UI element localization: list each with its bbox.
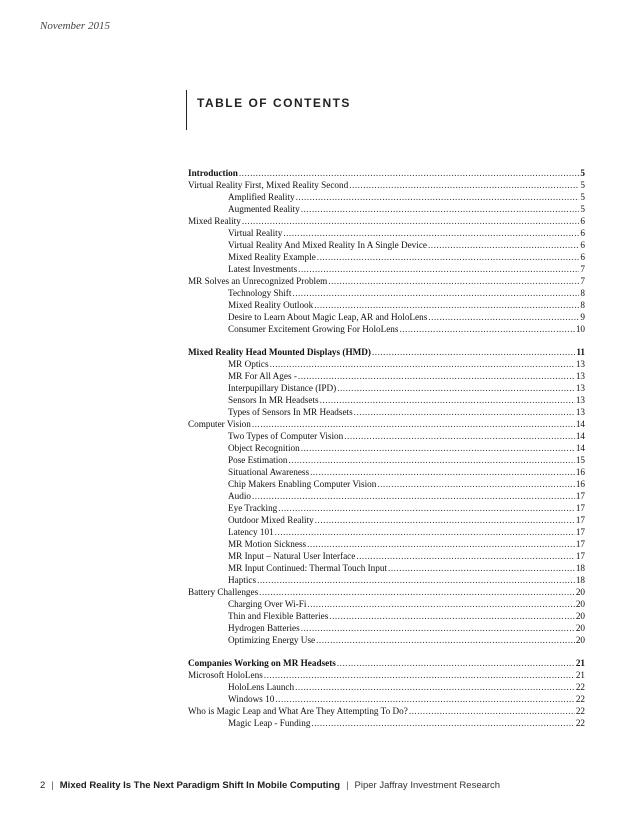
toc-leader-dots (275, 526, 575, 538)
toc-leader-dots (298, 263, 579, 275)
toc-entry-title: Mixed Reality Outlook (228, 300, 314, 310)
toc-entry-title: MR Input Continued: Thermal Touch Input (228, 563, 388, 573)
toc-entry-page: 6 (580, 228, 585, 238)
toc-leader-dots (295, 681, 575, 693)
toc-entry-page: 13 (575, 383, 585, 393)
toc-leader-dots (252, 418, 575, 430)
toc-leader-dots (307, 598, 574, 610)
toc-entry[interactable] (188, 323, 585, 335)
toc-entry-title: Pose Estimation (228, 455, 288, 465)
toc-leader-dots (298, 370, 575, 382)
toc-entry-page: 20 (575, 599, 585, 609)
page-number: 2 (40, 780, 46, 791)
toc-leader-dots (428, 239, 579, 251)
toc-entry-title: Companies Working on MR Headsets (188, 658, 336, 668)
toc-leader-dots (328, 275, 579, 287)
toc-leader-dots (275, 693, 574, 705)
toc-entry-title: Optimizing Energy Use (228, 635, 316, 645)
toc-entry-page: 7 (580, 276, 585, 286)
toc-entry-title: Chip Makers Enabling Computer Vision (228, 479, 377, 489)
report-date: November 2015 (40, 20, 110, 32)
page-footer (40, 780, 500, 791)
toc-entry[interactable] (188, 478, 585, 490)
toc-leader-dots (270, 358, 575, 370)
toc-entry[interactable] (188, 251, 585, 263)
toc-entry-page: 17 (575, 515, 585, 525)
toc-entry-page: 6 (580, 252, 585, 262)
toc-entry-title: Windows 10 (228, 694, 275, 704)
toc-entry-page: 8 (580, 288, 585, 298)
toc-entry[interactable] (188, 418, 585, 430)
toc-entry-page: 21 (575, 670, 585, 680)
toc-entry-page: 17 (575, 527, 585, 537)
toc-entry-title: Latest Investments (228, 264, 298, 274)
toc-heading-block (186, 90, 351, 130)
toc-entry[interactable] (188, 466, 585, 478)
toc-entry[interactable] (188, 717, 585, 729)
toc-entry[interactable] (188, 299, 585, 311)
toc-entry-title: MR For All Ages - (228, 371, 297, 381)
toc-leader-dots (242, 215, 580, 227)
toc-entry-title: MR Solves an Unrecognized Problem (188, 276, 328, 286)
toc-entry-title: Interpupillary Distance (IPD) (228, 383, 337, 393)
toc-entry-page: 16 (575, 479, 585, 489)
toc-entry-page: 22 (575, 694, 585, 704)
toc-entry-page: 21 (575, 658, 585, 668)
toc-entry-title: MR Input – Natural User Interface (228, 551, 356, 561)
toc-entry[interactable] (188, 406, 585, 418)
toc-entry-title: Charging Over Wi-Fi (228, 599, 307, 609)
toc-entry-title: Battery Challenges (188, 587, 259, 597)
toc-entry[interactable] (188, 394, 585, 406)
toc-entry-title: Object Recognition (228, 443, 300, 453)
toc-entry-page: 9 (580, 312, 585, 322)
toc-entry-page: 18 (575, 575, 585, 585)
toc-entry-page: 11 (576, 347, 585, 357)
footer-report-title: Mixed Reality Is The Next Paradigm Shift In Mobile Computing (59, 780, 341, 791)
toc-leader-dots (311, 717, 574, 729)
toc-leader-dots (399, 323, 574, 335)
toc-entry-title: Computer Vision (188, 419, 251, 429)
toc-leader-dots (409, 705, 575, 717)
toc-leader-dots (337, 382, 575, 394)
toc-entry[interactable] (188, 454, 585, 466)
toc-entry-title: Introduction (188, 168, 238, 178)
toc-entry-page: 22 (575, 706, 585, 716)
toc-entry-title: Augmented Reality (228, 204, 300, 214)
toc-leader-dots (329, 610, 575, 622)
toc-entry-page: 20 (575, 623, 585, 633)
toc-entry-title: Amplified Reality (228, 192, 295, 202)
toc-leader-dots (283, 227, 579, 239)
toc-entry[interactable] (188, 574, 585, 586)
toc-entry[interactable] (188, 239, 585, 251)
toc-leader-dots (388, 562, 575, 574)
toc-entry-title: Who is Magic Leap and What Are They Attempting To Do? (188, 706, 408, 716)
toc-entry[interactable] (188, 275, 585, 287)
toc-entry-page: 14 (575, 443, 585, 453)
toc-entry[interactable] (188, 263, 585, 275)
toc-entry[interactable] (188, 610, 585, 622)
toc-entry[interactable] (188, 179, 585, 191)
toc-leader-dots (264, 669, 575, 681)
toc-entry[interactable] (188, 215, 585, 227)
toc-entry-title: Hydrogen Batteries (228, 623, 300, 633)
toc-entry-title: Eye Tracking (228, 503, 278, 513)
toc-entry-title: Sensors In MR Headsets (228, 395, 319, 405)
toc-entry-title: Situational Awareness (228, 467, 310, 477)
toc-entry-title: Haptics (228, 575, 257, 585)
toc-leader-dots (356, 550, 575, 562)
toc-entry-page: 20 (575, 587, 585, 597)
toc-leader-dots (337, 657, 575, 669)
toc-entry-title: Types of Sensors In MR Headsets (228, 407, 353, 417)
toc-entry-title: Technology Shift (228, 288, 292, 298)
toc-entry-title: Latency 101 (228, 527, 274, 537)
toc-entry[interactable] (188, 227, 585, 239)
toc-entry-title: Thin and Flexible Batteries (228, 611, 329, 621)
toc-entry-title: Virtual Reality First, Mixed Reality Second (188, 180, 349, 190)
toc-entry[interactable] (188, 538, 585, 550)
toc-leader-dots (301, 622, 575, 634)
toc-entry-title: MR Optics (228, 359, 269, 369)
toc-entry-title: Audio (228, 491, 251, 501)
toc-entry-page: 13 (575, 407, 585, 417)
toc-entry[interactable] (188, 705, 585, 717)
toc-entry-page: 5 (580, 204, 585, 214)
toc-entry-title: HoloLens Launch (228, 682, 295, 692)
toc-leader-dots (307, 538, 575, 550)
toc-entry[interactable] (188, 526, 585, 538)
table-of-contents (188, 167, 585, 729)
toc-entry-title: Virtual Reality (228, 228, 283, 238)
toc-leader-dots (314, 299, 579, 311)
toc-entry[interactable] (188, 346, 585, 358)
toc-entry-page: 13 (575, 371, 585, 381)
toc-leader-dots (278, 502, 575, 514)
toc-title: TABLE OF CONTENTS (197, 96, 351, 110)
toc-entry[interactable] (188, 550, 585, 562)
toc-leader-dots (301, 203, 580, 215)
toc-leader-dots (292, 287, 579, 299)
toc-entry[interactable] (188, 657, 585, 669)
toc-entry[interactable] (188, 562, 585, 574)
toc-entry[interactable] (188, 634, 585, 646)
toc-entry-page: 22 (575, 682, 585, 692)
footer-separator: | (51, 780, 54, 791)
toc-entry[interactable] (188, 287, 585, 299)
toc-leader-dots (252, 490, 575, 502)
toc-entry[interactable] (188, 514, 585, 526)
toc-entry-page: 20 (575, 611, 585, 621)
toc-entry[interactable] (188, 167, 585, 179)
toc-entry-page: 5 (580, 168, 585, 178)
toc-entry-page: 20 (575, 635, 585, 645)
toc-entry[interactable] (188, 586, 585, 598)
toc-entry-title: Mixed Reality (188, 216, 241, 226)
toc-leader-dots (239, 167, 580, 179)
toc-entry-page: 10 (575, 324, 585, 334)
toc-leader-dots (317, 251, 580, 263)
toc-leader-dots (354, 406, 575, 418)
toc-entry-page: 14 (575, 419, 585, 429)
toc-entry-page: 6 (580, 240, 585, 250)
toc-entry-page: 16 (575, 467, 585, 477)
toc-leader-dots (377, 478, 575, 490)
toc-entry-page: 6 (580, 216, 585, 226)
toc-entry-title: Magic Leap - Funding (228, 718, 311, 728)
toc-entry[interactable] (188, 622, 585, 634)
toc-leader-dots (301, 442, 575, 454)
toc-entry[interactable] (188, 669, 585, 681)
toc-leader-dots (288, 454, 574, 466)
toc-entry[interactable] (188, 370, 585, 382)
toc-entry-title: Microsoft HoloLens (188, 670, 263, 680)
toc-entry[interactable] (188, 598, 585, 610)
toc-entry[interactable] (188, 442, 585, 454)
toc-leader-dots (349, 179, 579, 191)
toc-leader-dots (259, 586, 575, 598)
toc-entry[interactable] (188, 311, 585, 323)
footer-firm: Piper Jaffray Investment Research (354, 780, 501, 791)
toc-entry-title: Consumer Excitement Growing For HoloLens (228, 324, 399, 334)
toc-leader-dots (316, 634, 575, 646)
toc-entry-page: 17 (575, 503, 585, 513)
toc-entry[interactable] (188, 203, 585, 215)
toc-entry-page: 13 (575, 359, 585, 369)
toc-entry-title: Desire to Learn About Magic Leap, AR and HoloLens (228, 312, 428, 322)
toc-entry[interactable] (188, 490, 585, 502)
toc-entry-page: 17 (575, 551, 585, 561)
toc-entry[interactable] (188, 693, 585, 705)
toc-entry-title: Mixed Reality Head Mounted Displays (HMD) (188, 347, 371, 357)
toc-entry-page: 17 (575, 491, 585, 501)
toc-leader-dots (320, 394, 575, 406)
toc-entry-title: Mixed Reality Example (228, 252, 316, 262)
toc-entry-title: Virtual Reality And Mixed Reality In A Single Device (228, 240, 427, 250)
toc-leader-dots (372, 346, 575, 358)
footer-separator: | (346, 780, 349, 791)
toc-entry-page: 14 (575, 431, 585, 441)
toc-entry-page: 8 (580, 300, 585, 310)
toc-leader-dots (310, 466, 575, 478)
toc-entry-page: 5 (580, 192, 585, 202)
toc-entry-page: 7 (580, 264, 585, 274)
toc-entry-page: 15 (575, 455, 585, 465)
toc-entry-page: 22 (575, 718, 585, 728)
toc-entry-title: Two Types of Computer Vision (228, 431, 344, 441)
toc-entry[interactable] (188, 430, 585, 442)
toc-entry-page: 5 (580, 180, 585, 190)
toc-entry-page: 18 (575, 563, 585, 573)
toc-entry[interactable] (188, 191, 585, 203)
toc-leader-dots (344, 430, 575, 442)
toc-leader-dots (296, 191, 580, 203)
toc-entry[interactable] (188, 358, 585, 370)
toc-leader-dots (315, 514, 575, 526)
toc-entry-title: MR Motion Sickness (228, 539, 307, 549)
toc-entry[interactable] (188, 681, 585, 693)
toc-leader-dots (257, 574, 575, 586)
toc-entry-page: 17 (575, 539, 585, 549)
toc-entry-page: 13 (575, 395, 585, 405)
toc-entry[interactable] (188, 382, 585, 394)
toc-entry[interactable] (188, 502, 585, 514)
toc-leader-dots (428, 311, 579, 323)
toc-entry-title: Outdoor Mixed Reality (228, 515, 314, 525)
